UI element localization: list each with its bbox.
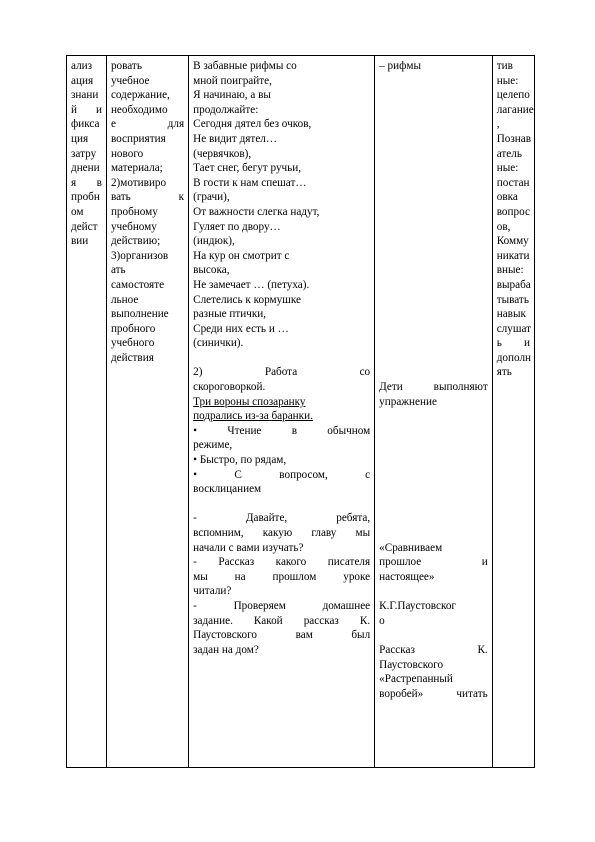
cell-text: ять <box>496 366 512 379</box>
answer-text: – рифмы <box>379 60 421 72</box>
cell-text: й и <box>71 103 102 116</box>
cell-text: учебного <box>110 337 155 350</box>
question-line: - Рассказ какого писателя <box>193 556 371 569</box>
answer-text: воробей» читать <box>379 687 488 700</box>
cell-text: затру <box>71 147 97 160</box>
poem-line: Слетелись к кормушке <box>193 293 301 306</box>
cell-text: ция <box>71 132 89 145</box>
cell-text: самостояте <box>110 278 165 291</box>
poem-line: Не видит дятел… <box>193 132 278 145</box>
cell-text: ализ <box>71 60 93 72</box>
question-line: задан на дом? <box>193 643 259 656</box>
answer-text: упражнение <box>379 395 437 408</box>
cell-text: вные: <box>496 264 524 277</box>
answer-text: прошлое и <box>379 556 488 569</box>
poem-line: (грачи), <box>193 191 230 204</box>
poem-line: Не замечает … (петуха). <box>193 278 310 291</box>
question-line: задание. Какой рассказ К. <box>193 614 371 627</box>
cell-text: тывать <box>496 293 529 306</box>
question-line: - Проверяем домашнее <box>193 599 371 612</box>
cell-text: учебное <box>110 74 150 87</box>
poem-line: Тает снег, бегут ручьи, <box>193 162 302 175</box>
cell-text: ные: <box>496 74 519 87</box>
cell-text: действию; <box>110 235 161 248</box>
cell-text: ь и <box>496 337 530 350</box>
cell-text: восприятия <box>110 132 166 145</box>
review-questions <box>193 511 370 657</box>
cell-text: ровать <box>110 60 142 72</box>
poem-line: высока, <box>193 264 230 277</box>
cell-text: днени <box>71 162 100 175</box>
cell-text: , <box>496 118 500 131</box>
question-line: вспомним, какую главу мы <box>193 527 371 539</box>
reading-mode: • Чтение в обычном <box>193 424 371 437</box>
poem-line: В забавные рифмы со <box>193 60 297 72</box>
question-line: Паустовского вам был <box>193 629 371 642</box>
question-line: начали с вами изучать? <box>193 541 304 554</box>
reading-mode: • С вопросом, с <box>193 468 371 481</box>
cell-text: материала; <box>110 162 163 175</box>
rhyme-game-poem <box>193 59 370 351</box>
cell-text: е для <box>110 118 185 131</box>
cell-text: ация <box>71 74 94 87</box>
cell-text: фикса <box>71 118 100 131</box>
cell-text: овка <box>496 191 518 204</box>
question-line: мы на прошлом уроке <box>193 570 371 583</box>
poem-line: мной поиграйте, <box>193 74 272 87</box>
cell-text: действия <box>110 351 154 364</box>
task-heading: 2) Работа со <box>193 366 371 379</box>
answer-text: Рассказ К. <box>379 643 488 656</box>
cell-text: 2)мотивиро <box>110 176 167 189</box>
cell-text: пробного <box>110 322 156 335</box>
cell-text: льное <box>110 293 139 306</box>
answer-text: «Сравниваем <box>379 541 443 554</box>
question-line: - Давайте, ребята, <box>193 512 371 525</box>
tongue-twister-line: подрались из-за баранки. <box>193 410 313 423</box>
goals-cell <box>106 56 188 768</box>
cell-text: слушат <box>496 322 532 335</box>
answer-text: о <box>379 614 385 627</box>
reading-mode: • Быстро, по рядам, <box>193 454 287 467</box>
cell-text: выполнение <box>110 308 169 321</box>
answer-text: Дети выполняют <box>379 381 488 394</box>
cell-text: нового <box>110 147 144 160</box>
poem-line: Сегодня дятел без очков, <box>193 118 312 131</box>
reading-mode: режиме, <box>193 439 233 452</box>
poem-line: продолжайте: <box>193 103 259 116</box>
stage-cell <box>67 56 107 768</box>
tongue-twister-task <box>193 365 370 496</box>
cell-text: пробн <box>71 191 100 204</box>
poem-line: (индюк), <box>193 235 235 248</box>
poem-line: (синички). <box>193 337 244 350</box>
poem-line: Среди них есть и … <box>193 322 289 335</box>
cell-text: тив <box>496 60 513 72</box>
reading-mode: восклицанием <box>193 483 262 496</box>
cell-text: лагание <box>496 103 534 116</box>
cell-text: Познав <box>496 132 532 145</box>
poem-line: (червячков), <box>193 147 252 160</box>
cell-text: вопрос <box>496 205 530 218</box>
tongue-twister-line: Три вороны спозаранку <box>193 395 306 408</box>
cell-text: навык <box>496 308 526 321</box>
cell-text: никати <box>496 249 530 262</box>
poem-line: От важности слегка надут, <box>193 205 320 218</box>
answer-text: К.Г.Паустовског <box>379 600 457 613</box>
cell-text: я в <box>71 176 102 189</box>
poem-line: На кур он смотрит с <box>193 249 290 262</box>
student-activity-cell <box>375 56 493 768</box>
question-line: читали? <box>193 585 232 598</box>
cell-text: знани <box>71 89 99 102</box>
poem-line: Гуляет по двору… <box>193 220 281 233</box>
cell-text: учебному <box>110 220 157 233</box>
cell-text: целепо <box>496 89 530 102</box>
poem-line: Я начинаю, а вы <box>193 89 271 102</box>
cell-text: пробному <box>110 205 158 218</box>
cell-text: вать к <box>110 191 185 204</box>
cell-text: дейст <box>71 220 98 233</box>
cell-text: дополн <box>496 351 532 364</box>
table-row <box>67 56 535 768</box>
cell-text: вии <box>71 235 89 248</box>
answer-text: настоящее» <box>379 570 435 583</box>
answer-text: Паустовского <box>379 658 444 671</box>
cell-text: ать <box>110 264 126 277</box>
task-heading: скороговоркой. <box>193 381 266 394</box>
poem-line: В гости к нам спешат… <box>193 176 307 189</box>
cell-text: содержание, <box>110 89 170 102</box>
poem-line: разные птички, <box>193 308 267 321</box>
cell-text: необходимо <box>110 103 168 116</box>
answer-text: «Растрепанный <box>379 673 453 686</box>
learning-actions-cell <box>492 56 534 768</box>
cell-text: 3)организов <box>110 249 169 262</box>
cell-text: атель <box>496 147 522 160</box>
lesson-plan-table <box>66 55 535 768</box>
cell-text: ные: <box>496 162 519 175</box>
cell-text: выраба <box>496 278 531 291</box>
cell-text: ов, <box>496 220 511 233</box>
teacher-activity-cell <box>189 56 375 768</box>
cell-text: Комму <box>496 235 529 248</box>
cell-text: постан <box>496 176 530 189</box>
cell-text: ом <box>71 205 84 218</box>
